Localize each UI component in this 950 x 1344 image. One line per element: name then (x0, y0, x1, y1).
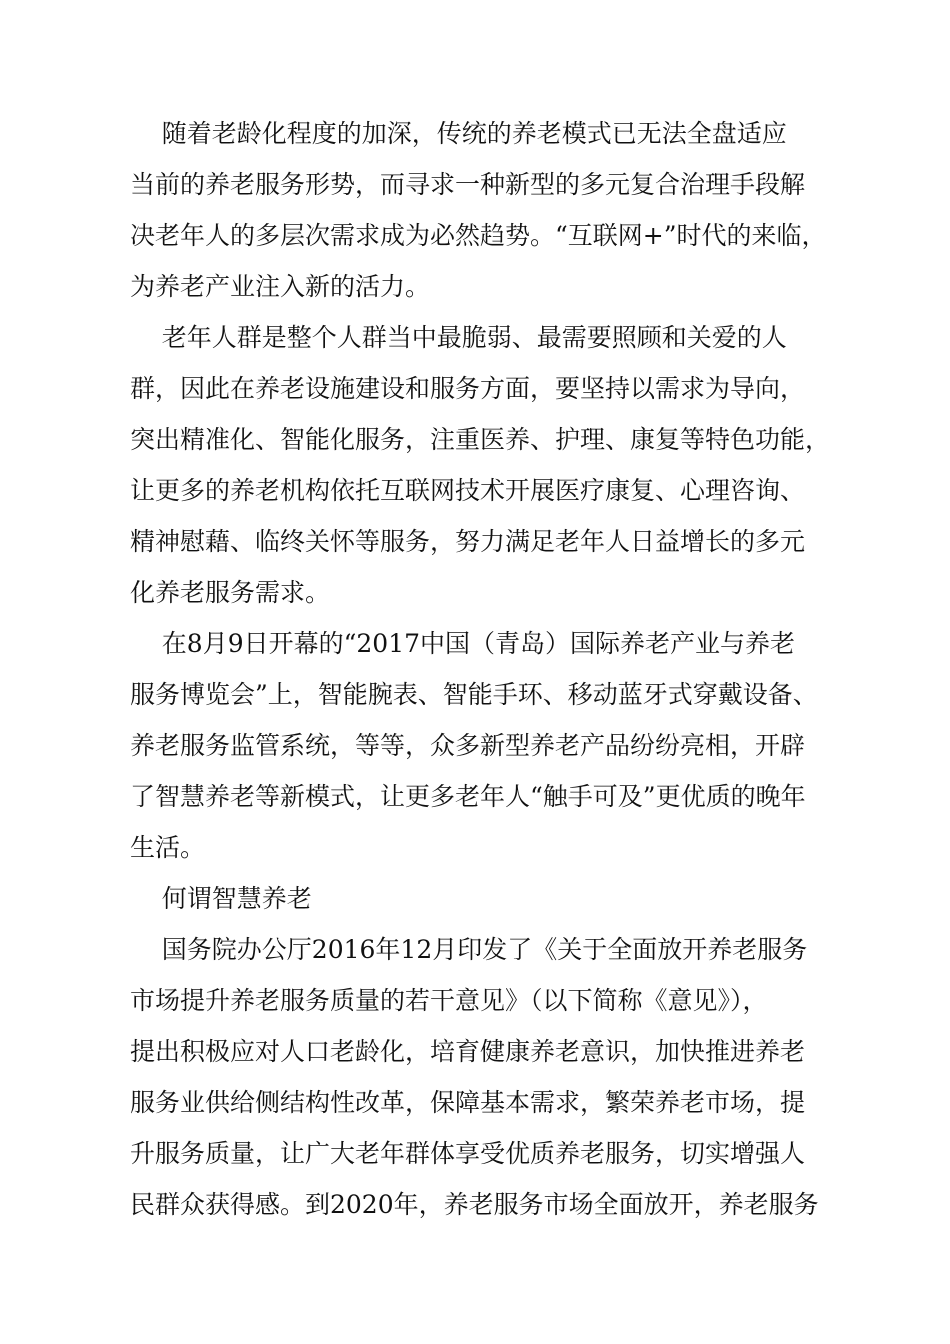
text-line: 国务院办公厅2016年12月印发了《关于全面放开养老服务 (130, 935, 808, 964)
text-line: 当前的养老服务形势，而寻求一种新型的多元复合治理手段解 (130, 170, 806, 199)
text-line: 服务博览会”上，智能腕表、智能手环、移动蓝牙式穿戴设备、 (130, 680, 818, 709)
document-body (130, 108, 830, 1230)
text-line: 让更多的养老机构依托互联网技术开展医疗康复、心理咨询、 (130, 476, 806, 505)
text-line: 民群众获得感。到2020年，养老服务市场全面放开，养老服务 (130, 1190, 819, 1219)
text-line: 精神慰藉、临终关怀等服务，努力满足老年人日益增长的多元 (130, 527, 806, 556)
text-line: 在8月9日开幕的“2017中国（青岛）国际养老产业与养老 (130, 629, 796, 658)
text-line: 市场提升养老服务质量的若干意见》（以下简称《意见》）， (130, 986, 768, 1015)
text-line: 为养老产业注入新的活力。 (130, 272, 431, 301)
text-line: 化养老服务需求。 (130, 578, 331, 607)
text-line: 服务业供给侧结构性改革，保障基本需求，繁荣养老市场，提 (130, 1088, 806, 1117)
text-line: 随着老龄化程度的加深，传统的养老模式已无法全盘适应 (130, 119, 787, 148)
text-line: 老年人群是整个人群当中最脆弱、最需要照顾和关爱的人 (130, 323, 787, 352)
text-line: 了智慧养老等新模式，让更多老年人“触手可及”更优质的晚年 (130, 782, 806, 811)
text-line: 突出精准化、智能化服务，注重医养、护理、康复等特色功能， (130, 425, 831, 454)
section-heading: 何谓智慧养老 (130, 884, 312, 913)
text-line: 养老服务监管系统，等等，众多新型养老产品纷纷亮相，开辟 (130, 731, 806, 760)
text-line: 生活。 (130, 833, 206, 862)
text-line: 决老年人的多层次需求成为必然趋势。“互联网+”时代的来临， (130, 221, 827, 250)
text-line: 提出积极应对人口老龄化，培育健康养老意识，加快推进养老 (130, 1037, 806, 1066)
text-line: 群，因此在养老设施建设和服务方面，要坚持以需求为导向， (130, 374, 806, 403)
text-line: 升服务质量，让广大老年群体享受优质养老服务，切实增强人 (130, 1139, 806, 1168)
